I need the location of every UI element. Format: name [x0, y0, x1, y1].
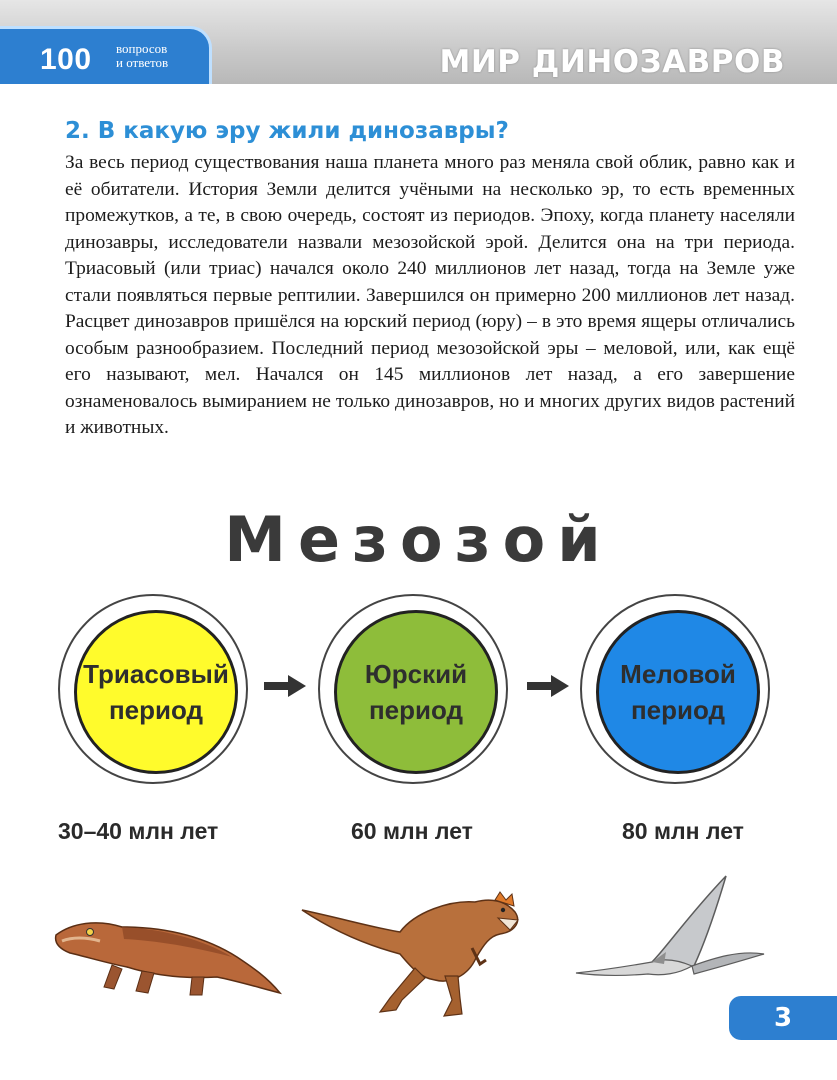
duration-triassic: 30–40 млн лет: [58, 818, 219, 844]
question-body: За весь период существования наша планета много раз меняла свой облик, равно как и её обитатели. История Земли делится учёными на несколько эр, то есть временных промежутков, а те, в свою очередь, состоят из периодов. Эпоху, когда планету населяли динозавры, исследователи назвали мезозойской эрой. Делится она на три периода. Триасовый (или триас) начался около 240 миллионов лет назад, тогда на Земле уже стали появляться первые рептилии. Завершился он примерно 200 миллионов лет назад. Расцвет динозавров пришёлся на юрский период (юру) – в это время ящеры отличались особым разнообразием. Последний период мезозойской эры – меловой, или, как ещё его называют, мел. Начался он 145 миллионов лет назад, а его завершение ознаменовалось вымиранием не только динозавров, но и многих других видов растений и животных.: [65, 152, 795, 438]
brand-number: 100: [40, 43, 92, 76]
period-name-triassic: Триасовый: [83, 659, 229, 689]
duration-cretaceous: 80 млн лет: [622, 818, 744, 844]
brand-subtitle-line1: вопросов: [116, 41, 168, 56]
period-label-triassic: период: [108, 695, 204, 725]
pterosaur-illustration: [574, 870, 774, 982]
allosaurus-dinosaur-illustration: [300, 888, 525, 1020]
period-name-jurassic: Юрский: [364, 659, 468, 689]
brand-subtitle: [116, 42, 168, 70]
period-circle-triassic: [58, 594, 248, 784]
header-bar: [0, 0, 837, 84]
period-label-cretaceous: период: [630, 695, 726, 725]
period-fill-triassic: [74, 610, 238, 774]
period-fill-jurassic: [334, 610, 498, 774]
arrow-right-icon: [527, 675, 569, 697]
period-circle-cretaceous: [580, 594, 770, 784]
question-title: 2. В какую эру жили динозавры?: [65, 118, 509, 144]
crocodile-reptile-illustration: [52, 905, 282, 1000]
brand-badge: [0, 26, 212, 84]
brand-subtitle-line2: и ответов: [116, 55, 169, 70]
period-label-jurassic: период: [368, 695, 464, 725]
page-number: 3: [729, 996, 837, 1040]
duration-jurassic: 60 млн лет: [351, 818, 473, 844]
diagram-title: Мезозой: [224, 503, 613, 576]
period-name-cretaceous: Меловой: [620, 659, 736, 689]
period-fill-cretaceous: [596, 610, 760, 774]
period-circle-jurassic: [318, 594, 508, 784]
series-title: МИР ДИНОЗАВРОВ: [439, 44, 785, 80]
arrow-right-icon: [264, 675, 306, 697]
